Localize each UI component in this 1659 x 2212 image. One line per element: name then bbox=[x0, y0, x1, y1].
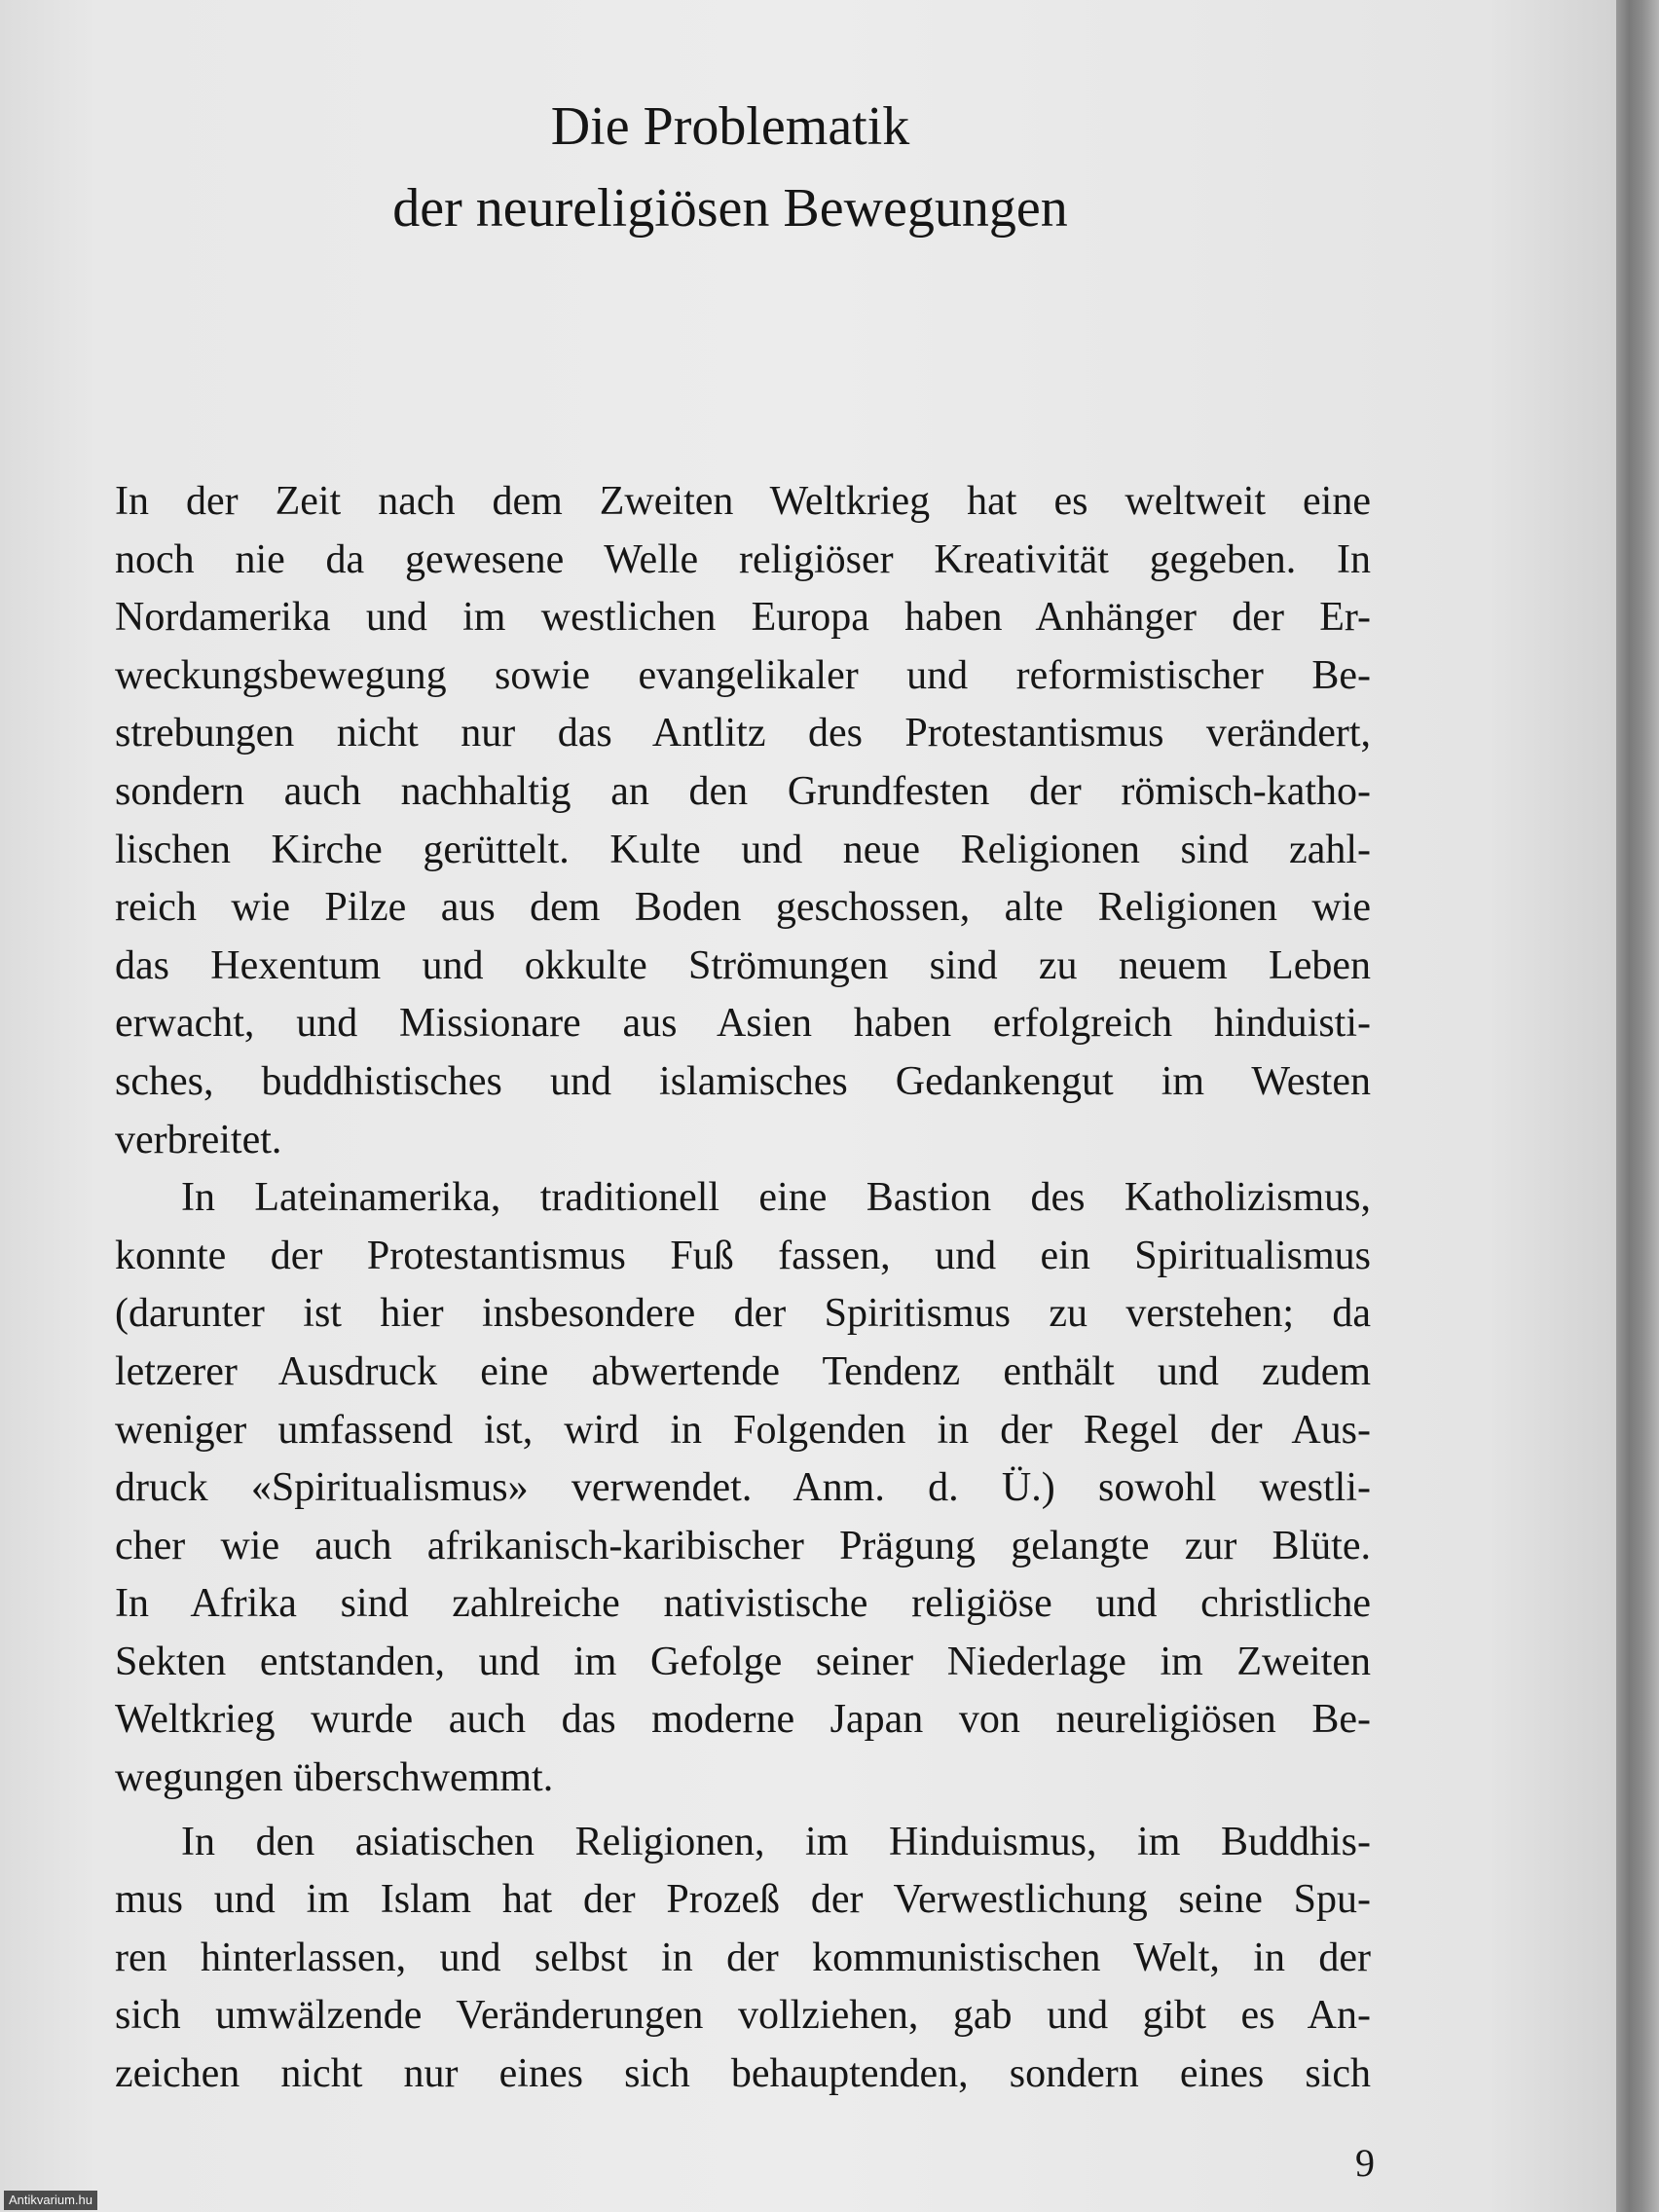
text-line: sich umwälzende Veränderungen vollziehen, gab und gibt es An- bbox=[115, 1993, 1371, 2039]
text-line: (darunter ist hier insbesondere der Spiritismus zu verstehen; da bbox=[115, 1291, 1371, 1337]
text-line: In den asiatischen Religionen, im Hinduismus, im Buddhis- bbox=[181, 1819, 1371, 1864]
chapter-title-line-2: der neureligiösen Bewegungen bbox=[392, 178, 1068, 239]
text-line: Sekten entstanden, und im Gefolge seiner Niederlage im Zweiten bbox=[115, 1639, 1371, 1684]
text-line: noch nie da gewesene Welle religiöser Kreativität gegeben. In bbox=[115, 536, 1371, 582]
watermark: Antikvarium.hu bbox=[4, 2191, 97, 2210]
text-line: ren hinterlassen, und selbst in der kommunistischen Welt, in der bbox=[115, 1935, 1371, 1980]
chapter-title bbox=[0, 86, 1460, 249]
paragraph-2 bbox=[115, 1169, 1371, 1808]
text-line: Weltkrieg wurde auch das moderne Japan von neureligiösen Be- bbox=[115, 1697, 1371, 1743]
text-line: wegungen überschwemmt. bbox=[115, 1755, 554, 1801]
paragraph-3 bbox=[115, 1814, 1371, 2104]
text-line: mus und im Islam hat der Prozeß der Verwestlichung seine Spu- bbox=[115, 1877, 1371, 1923]
text-line: cher wie auch afrikanisch-karibischer Prägung gelangte zur Blüte. bbox=[115, 1523, 1371, 1568]
chapter-title-line-1: Die Problematik bbox=[550, 96, 910, 157]
text-line: lischen Kirche gerüttelt. Kulte und neue Religionen sind zahl- bbox=[115, 827, 1371, 872]
text-line: verbreitet. bbox=[115, 1117, 282, 1162]
text-line: strebungen nicht nur das Antlitz des Protestantismus verändert, bbox=[115, 711, 1371, 756]
text-line: erwacht, und Missionare aus Asien haben erfolgreich hinduisti- bbox=[115, 1001, 1371, 1047]
text-line: konnte der Protestantismus Fuß fassen, und ein Spiritualismus bbox=[115, 1233, 1371, 1278]
text-line: letzerer Ausdruck eine abwertende Tendenz enthält und zudem bbox=[115, 1348, 1371, 1394]
text-line: das Hexentum und okkulte Strömungen sind zu neuem Leben bbox=[115, 942, 1371, 988]
paragraph-1 bbox=[115, 473, 1371, 1169]
text-line: zeichen nicht nur eines sich behauptenden, sondern eines sich bbox=[115, 2051, 1371, 2097]
text-line: reich wie Pilze aus dem Boden geschossen, alte Religionen wie bbox=[115, 885, 1371, 931]
page-stack-edge bbox=[1616, 0, 1659, 2212]
text-line: In Lateinamerika, traditionell eine Bastion des Katholizismus, bbox=[181, 1175, 1371, 1221]
text-line: Nordamerika und im westlichen Europa haben Anhänger der Er- bbox=[115, 595, 1371, 641]
text-line: weckungsbewegung sowie evangelikaler und reformistischer Be- bbox=[115, 652, 1371, 698]
page-number: 9 bbox=[1355, 2141, 1375, 2185]
text-line: druck «Spiritualismus» verwendet. Anm. d. Ü.) sowohl westli- bbox=[115, 1465, 1371, 1511]
text-line: sches, buddhistisches und islamisches Gedankengut im Westen bbox=[115, 1058, 1371, 1104]
body-text bbox=[115, 473, 1371, 2104]
text-line: sondern auch nachhaltig an den Grundfesten der römisch-katho- bbox=[115, 768, 1371, 814]
text-line: In der Zeit nach dem Zweiten Weltkrieg hat es weltweit eine bbox=[115, 479, 1371, 524]
text-line: In Afrika sind zahlreiche nativistische religiöse und christliche bbox=[115, 1581, 1371, 1627]
text-line: weniger umfassend ist, wird in Folgenden in der Regel der Aus- bbox=[115, 1407, 1371, 1453]
